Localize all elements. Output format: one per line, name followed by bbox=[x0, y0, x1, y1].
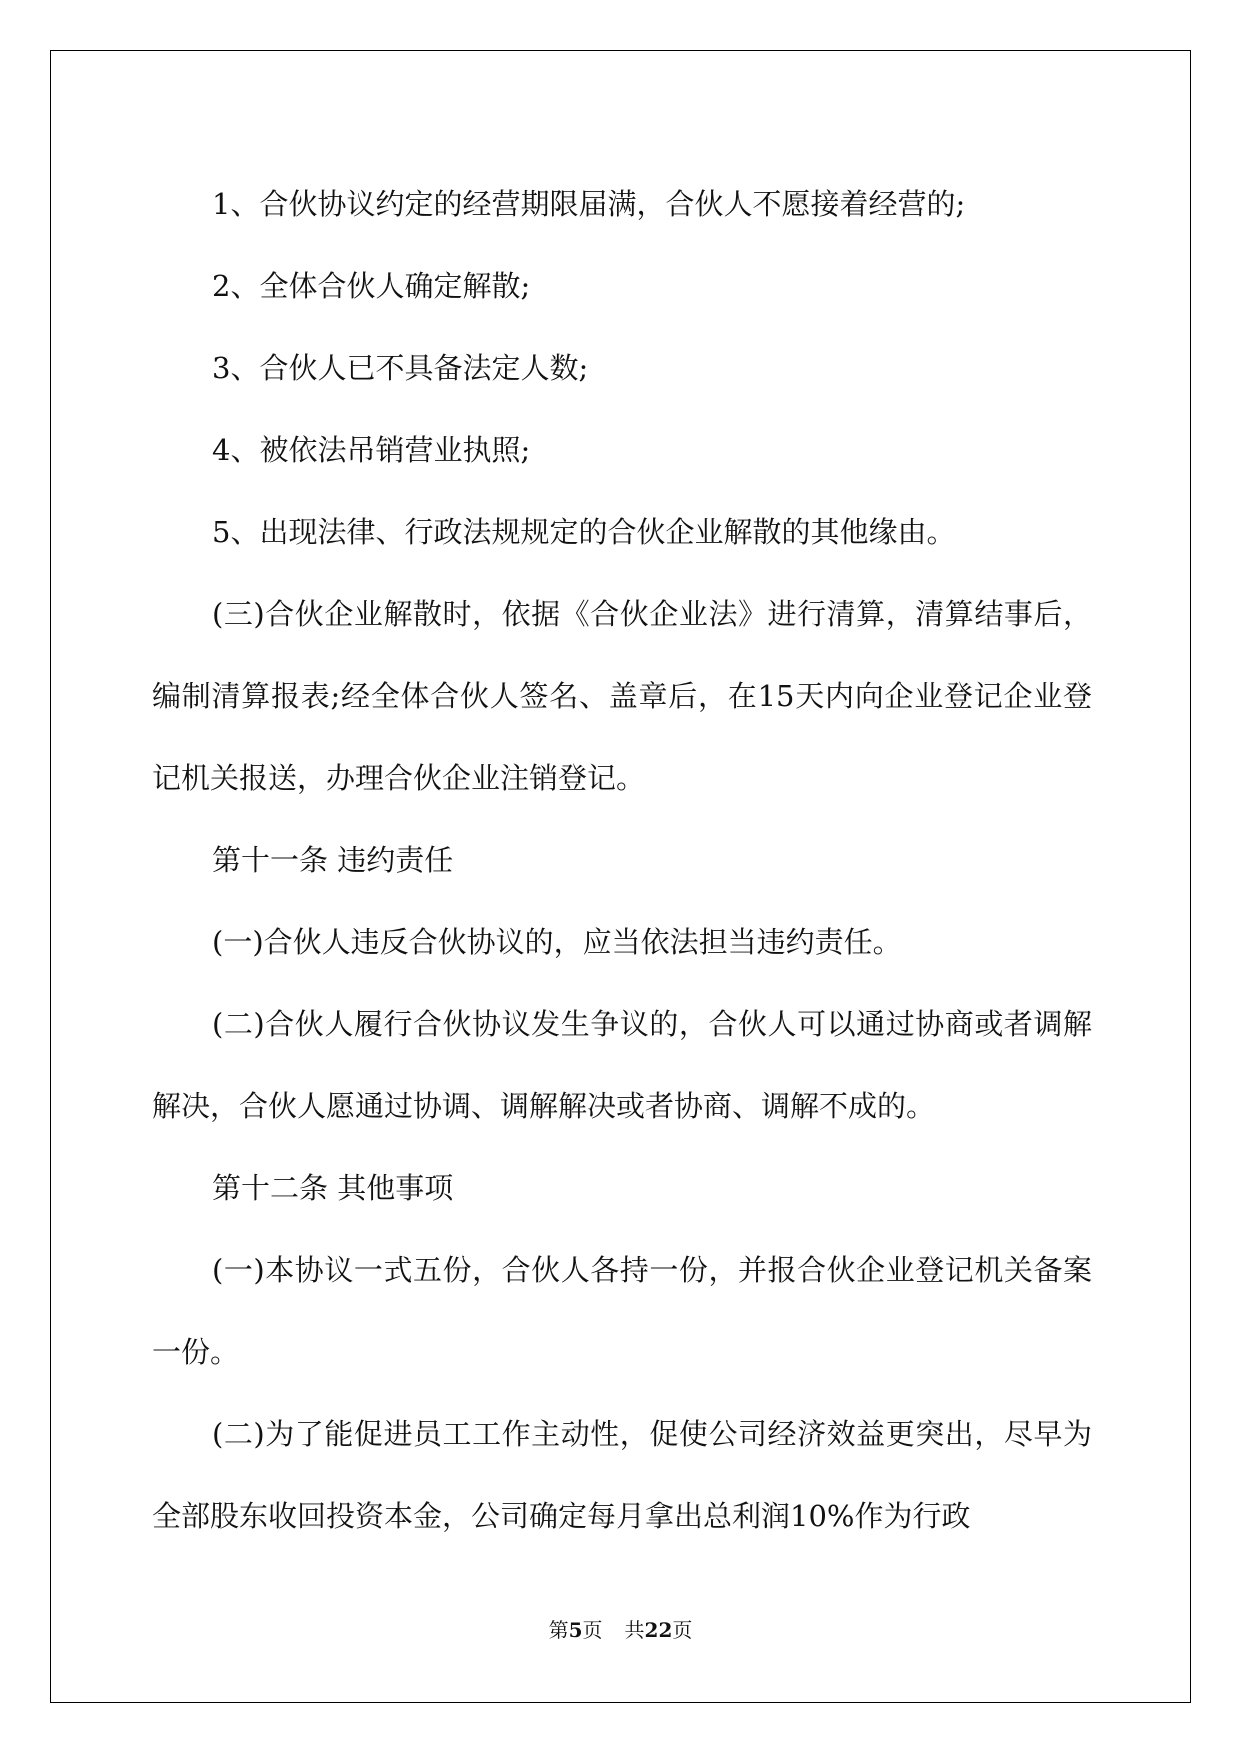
paragraph: 4、被依法吊销营业执照; bbox=[212, 433, 531, 467]
paragraph: 1、合伙协议约定的经营期限届满，合伙人不愿接着经营的; bbox=[212, 187, 966, 221]
paragraph: 2、全体合伙人确定解散; bbox=[212, 269, 531, 303]
document-body bbox=[152, 163, 1092, 1557]
footer-page-unit: 页 bbox=[582, 1618, 603, 1642]
paragraph: 5、出现法律、行政法规规定的合伙企业解散的其他缘由。 bbox=[212, 515, 956, 549]
paragraph: (一)合伙人违反合伙协议的，应当依法担当违约责任。 bbox=[212, 925, 902, 959]
footer-total-unit: 页 bbox=[672, 1618, 693, 1642]
paragraph: 3、合伙人已不具备法定人数; bbox=[212, 351, 589, 385]
paragraph: (一)本协议一式五份，合伙人各持一份，并报合伙企业登记机关备案一份。 bbox=[152, 1253, 1092, 1369]
current-page-number: 5 bbox=[568, 1618, 583, 1642]
page-footer bbox=[0, 1614, 1241, 1643]
total-page-number: 22 bbox=[644, 1618, 673, 1642]
paragraph: (二)合伙人履行合伙协议发生争议的，合伙人可以通过协商或者调解解决，合伙人愿通过协调、调解解决或者协商、调解不成的。 bbox=[152, 1007, 1092, 1123]
paragraph: (三)合伙企业解散时，依据《合伙企业法》进行清算，清算结事后，编制清算报表;经全体合伙人签名、盖章后，在15天内向企业登记企业登记机关报送，办理合伙企业注销登记。 bbox=[152, 597, 1092, 795]
footer-total-prefix: 共 bbox=[624, 1618, 645, 1642]
paragraph: (二)为了能促进员工工作主动性，促使公司经济效益更突出，尽早为全部股东收回投资本金，公司确定每月拿出总利润10%作为行政 bbox=[152, 1417, 1092, 1533]
section-heading: 第十一条 违约责任 bbox=[212, 843, 454, 877]
footer-prefix: 第 bbox=[548, 1618, 569, 1642]
section-heading: 第十二条 其他事项 bbox=[212, 1171, 454, 1205]
